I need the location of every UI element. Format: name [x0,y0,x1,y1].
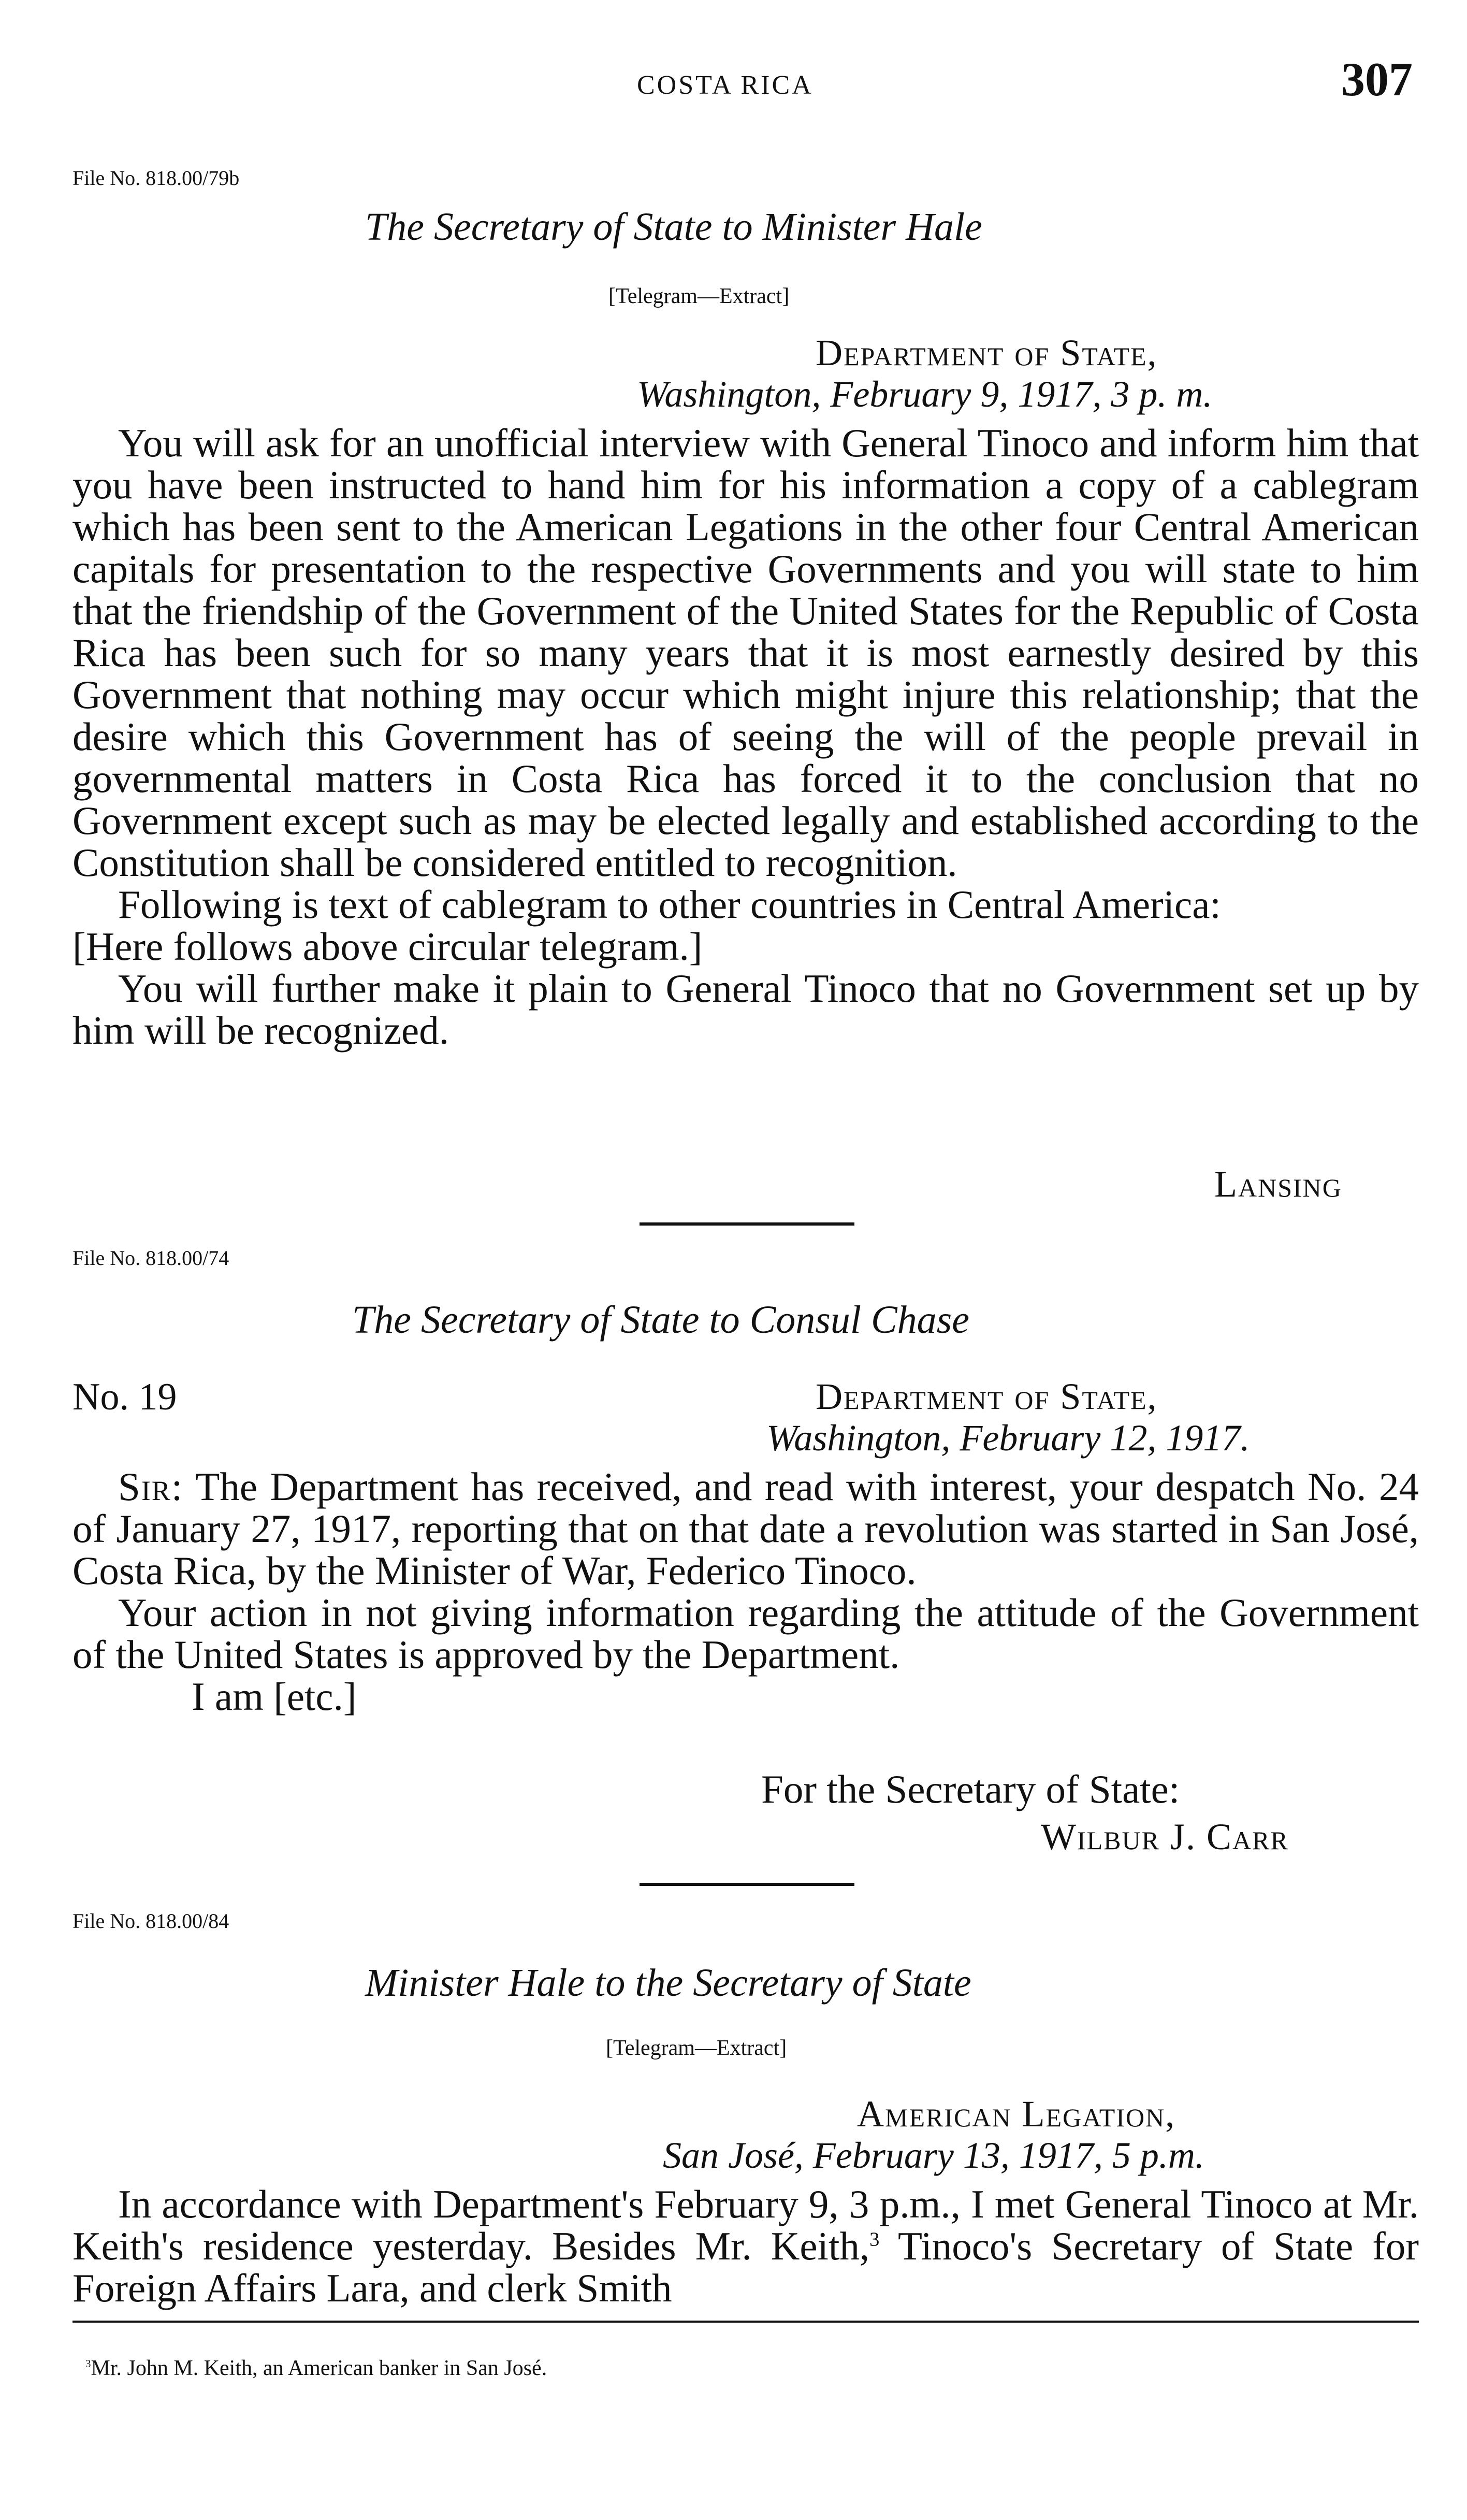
paragraph: [Here follows above circular telegram.] [72,924,703,969]
paragraph: Following is text of cablegram to other countries in Central America: [118,882,1221,927]
paragraph: You will further make it plain to General Tinoco that no Government set up by him will be recognized. [72,966,1419,1053]
document-title: Minister Hale to the Secretary of State [365,1961,971,2005]
signature: Lansing [1214,1163,1342,1205]
footnote [85,2356,547,2381]
footnote-reference: 3 [869,2228,880,2251]
footnote-text: Mr. John M. Keith, an American banker in San José. [91,2356,547,2380]
dateline-office: Department of State, [816,1376,1158,1417]
dateline-office: American Legation, [857,2093,1176,2135]
paragraph [72,1466,1419,1592]
telegram-subheading: [Telegram—Extract] [608,284,790,308]
paragraph: You will ask for an unofficial interview with General Tinoco and inform him that you have been instructed to hand him for his information a copy of a cablegram which has been sent to the American Legations in the other four Central American capitals for presentation to the respective Governments and you will state to him that the friendship of the Government of the United States for the Republic of Costa Rica has been such for so many years that it is most earnestly desired by this Government that nothing may occur which might injure this relationship; that the desire which this Government has of seeing the will of the people prevail in governmental matters in Costa Rica has forced it to the conclusion that no Government except such as may be elected legally and established according to the Constitution shall be considered entitled to recognition. [72,421,1419,885]
dateline-place-date: Washington, February 12, 1917. [766,1417,1250,1459]
paragraph-text: In accordance with Department's February 9, 3 p.m., I met General Tinoco at Mr. Keith's residence yesterday. Besides Mr. Keith, [72,2182,1419,2268]
paragraph: Your action in not giving information regarding the attitude of the Government of the United States is approved by the Department. [72,1590,1419,1677]
file-number: File No. 818.00/74 [72,1246,229,1270]
document-title: The Secretary of State to Minister Hale [365,205,982,249]
paragraph-text: The Department has received, and read with interest, your despatch No. 24 of January 27, 1917, reporting that on that date a revolution was started in San José, Costa Rica, by the Minister of War, Federico Tinoco. [72,1464,1419,1593]
telegram-subheading: [Telegram—Extract] [606,2036,787,2060]
paragraph [72,2183,1419,2309]
for-line: For the Secretary of State: [761,1767,1180,1811]
dateline-place-date: Washington, February 9, 1917, 3 p. m. [637,373,1213,415]
section-divider [640,1883,854,1886]
file-number: File No. 818.00/79b [72,166,240,190]
document-body [72,1466,1419,1718]
signature: Wilbur J. Carr [1041,1816,1289,1857]
document-title: The Secretary of State to Consul Chase [352,1298,969,1342]
section-divider [640,1222,854,1226]
document-body [72,422,1419,1052]
footnote-rule [72,2321,1419,2323]
dateline-office: Department of State, [816,332,1158,373]
file-number: File No. 818.00/84 [72,1909,229,1933]
dateline-place-date: San José, February 13, 1917, 5 p.m. [663,2135,1204,2176]
footnote-mark: 3 [85,2357,91,2370]
page-number: 307 [1341,53,1413,106]
running-head: COSTA RICA [637,70,814,100]
closing: I am [etc.] [192,1674,357,1719]
paragraph-text: Tinoco's Secretary of State for Foreign Affairs Lara, and clerk Smith [72,2224,1419,2310]
salutation: Sir: [118,1464,184,1509]
document-body [72,2183,1419,2309]
despatch-number: No. 19 [72,1376,177,1418]
